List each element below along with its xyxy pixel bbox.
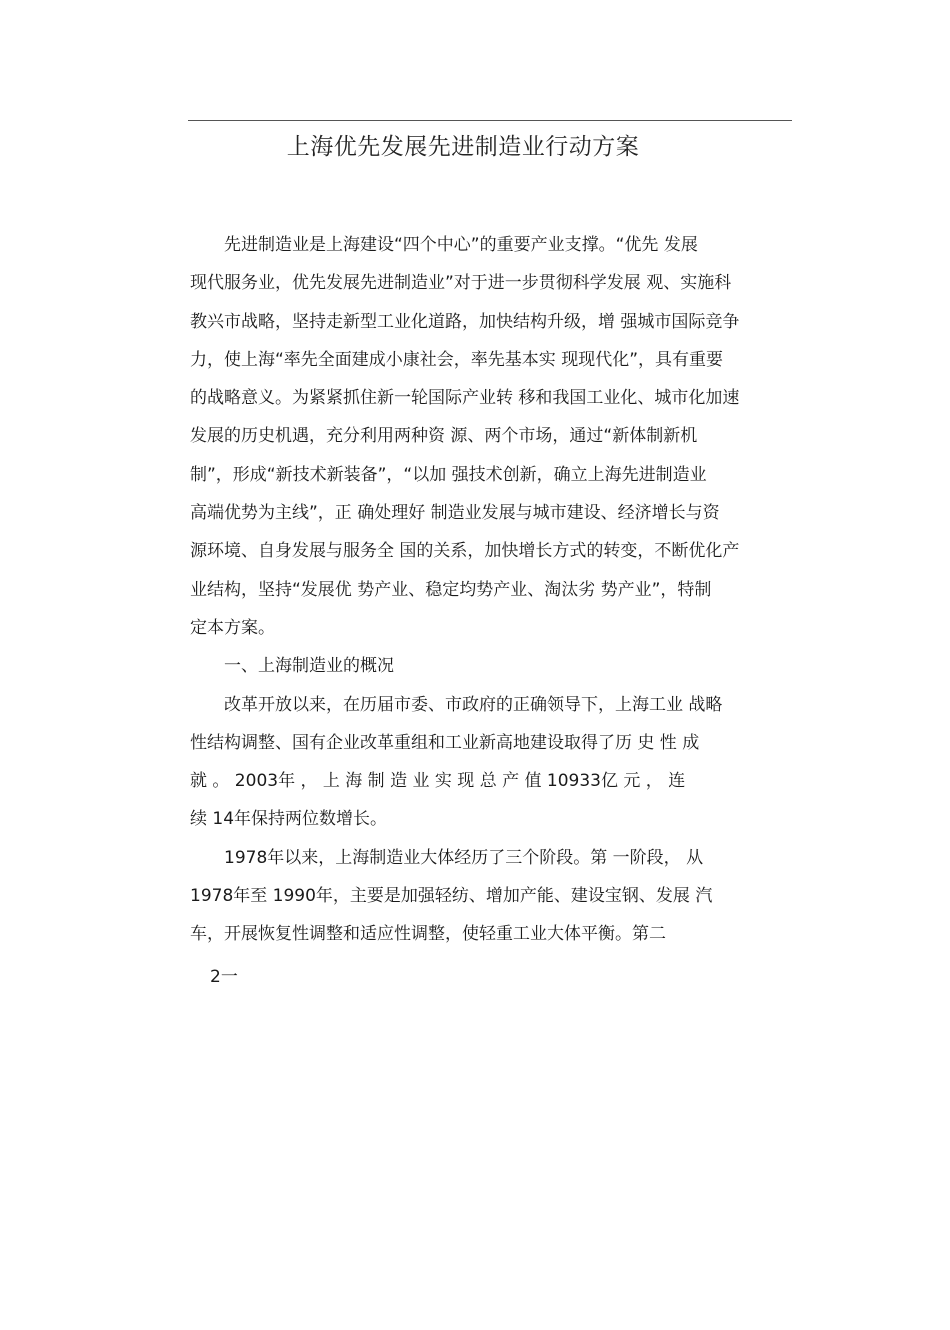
body-line: 先进制造业是上海建设“四个中心”的重要产业支撑。“优先 发展 bbox=[224, 235, 698, 255]
body-line: 1978年以来，上海制造业大体经历了三个阶段。第 一阶段， 从 bbox=[224, 847, 704, 868]
body-line: 1978年至 1990年，主要是加强轻纺、增加产能、建设宝钢、发展 汽 bbox=[190, 886, 713, 907]
body-line: 性结构调整、国有企业改革重组和工业新高地建设取得了历 史 性 成 bbox=[190, 732, 700, 753]
body-line: 定本方案。 bbox=[190, 617, 275, 638]
body-line: 高端优势为主线”，正 确处理好 制造业发展与城市建设、经济增长与资 bbox=[190, 503, 720, 524]
body-line: 发展的历史机遇，充分利用两种资 源、两个市场，通过“新体制新机 bbox=[190, 426, 698, 447]
body-line: 制”，形成“新技术新装备”，“以加 强技术创新，确立上海先进制造业 bbox=[190, 464, 707, 485]
section-heading: 一、上海制造业的概况 bbox=[224, 656, 394, 677]
body-line: 教兴市战略，坚持走新型工业化道路，加快结构升级，增 强城市国际竞争 bbox=[190, 311, 740, 332]
body-line: 业结构，坚持“发展优 势产业、稳定均势产业、淘汰劣 势产业”，特制 bbox=[190, 579, 712, 600]
body-line: 的战略意义。为紧紧抓住新一轮国际产业转 移和我国工业化、城市化加速 bbox=[190, 388, 740, 409]
page-number: 2一 bbox=[210, 967, 238, 987]
document-body bbox=[190, 226, 790, 954]
body-line: 就 。 2003年 ， 上 海 制 造 业 实 现 总 产 值 10933亿 元 ， 连 bbox=[190, 771, 686, 792]
body-line: 改革开放以来，在历届市委、市政府的正确领导下，上海工业 战略 bbox=[224, 694, 723, 715]
header-rule bbox=[188, 120, 792, 121]
body-line: 力，使上海“率先全面建成小康社会，率先基本实 现现代化”，具有重要 bbox=[190, 349, 724, 370]
body-line: 源环境、自身发展与服务全 国的关系，加快增长方式的转变，不断优化产 bbox=[190, 541, 740, 562]
body-line: 车，开展恢复性调整和适应性调整，使轻重工业大体平衡。第二 bbox=[190, 924, 666, 945]
document-title: 上海优先发展先进制造业行动方案 bbox=[286, 134, 640, 160]
body-line: 现代服务业，优先发展先进制造业”对于进一步贯彻科学发展 观、实施科 bbox=[190, 273, 732, 294]
body-line: 续 14年保持两位数增长。 bbox=[190, 809, 388, 830]
